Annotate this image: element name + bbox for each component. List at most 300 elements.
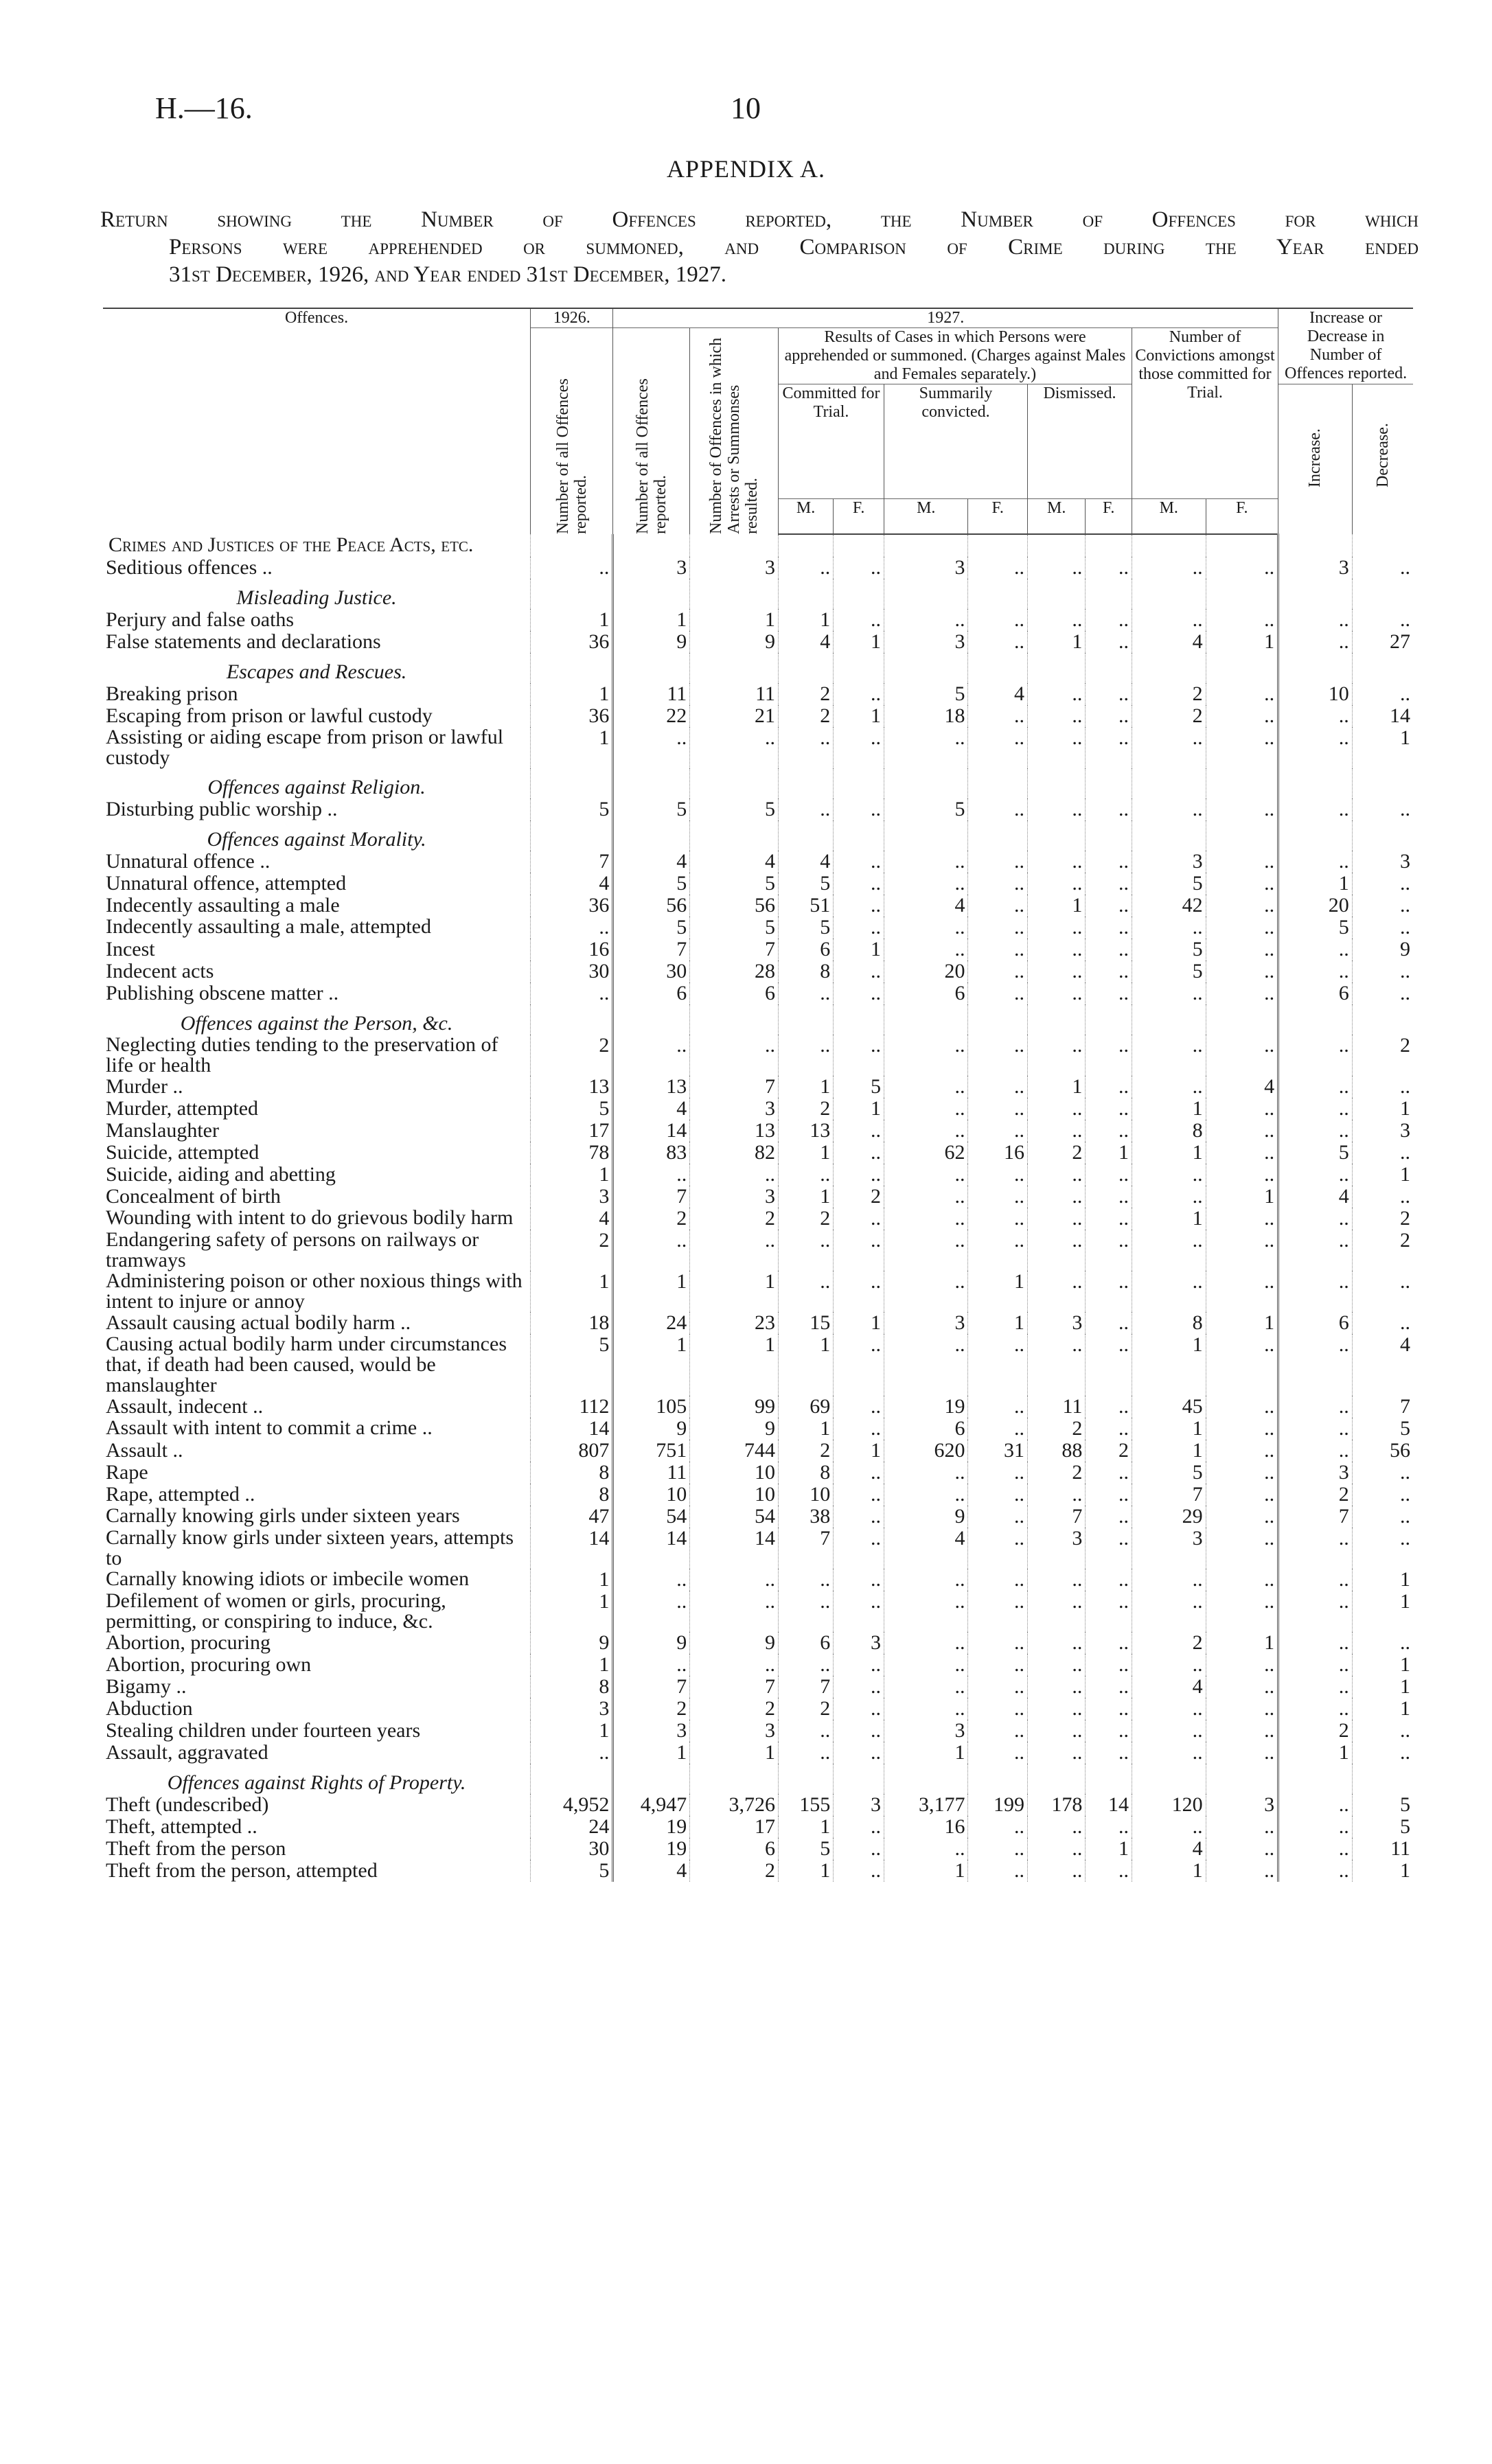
col-summarily-f: F. [968, 499, 1028, 534]
empty-cell [1086, 768, 1132, 798]
value-cell: 13 [531, 1076, 613, 1098]
value-cell: .. [834, 1035, 884, 1076]
value-cell: 1 [1132, 1860, 1206, 1882]
table-row [103, 1591, 1413, 1632]
value-cell: .. [1352, 1720, 1413, 1742]
value-cell: .. [1206, 1569, 1278, 1591]
value-cell: .. [1278, 851, 1353, 873]
empty-cell [884, 653, 968, 683]
table-row [103, 631, 1413, 653]
value-cell: .. [1027, 557, 1085, 579]
value-cell: .. [968, 1035, 1028, 1076]
section-heading-row [103, 579, 1413, 609]
offence-name: Murder, attempted [106, 1097, 259, 1120]
value-cell: .. [1206, 1506, 1278, 1528]
value-cell: .. [968, 1208, 1028, 1230]
value-cell: 9 [531, 1632, 613, 1654]
offence-name: Indecently assaulting a male [106, 894, 340, 917]
value-cell: 4,947 [613, 1794, 690, 1816]
value-cell: .. [834, 1569, 884, 1591]
col-committed-m: M. [779, 499, 834, 534]
value-cell: .. [884, 1591, 968, 1632]
value-cell: 1 [613, 1271, 690, 1312]
value-cell: 155 [779, 1794, 834, 1816]
value-cell: .. [1086, 895, 1132, 917]
section-heading-row [103, 653, 1413, 683]
value-cell: 5 [1132, 960, 1206, 982]
value-cell: 7 [613, 939, 690, 960]
value-cell: .. [1278, 631, 1353, 653]
value-cell: .. [1206, 1528, 1278, 1569]
empty-cell [613, 820, 690, 851]
value-cell: .. [1278, 1860, 1353, 1882]
col-convictions-f: F. [1206, 499, 1278, 534]
value-cell: .. [834, 873, 884, 895]
value-cell: .. [834, 895, 884, 917]
empty-cell [884, 820, 968, 851]
empty-cell [1352, 1004, 1413, 1035]
table-row [103, 960, 1413, 982]
value-cell: 5 [531, 1098, 613, 1120]
value-cell: .. [1132, 1698, 1206, 1720]
value-cell: .. [968, 557, 1028, 579]
value-cell: .. [1086, 917, 1132, 939]
value-cell: 27 [1352, 631, 1413, 653]
value-cell: .. [1132, 1076, 1206, 1098]
empty-cell [1206, 820, 1278, 851]
col-convictions: Number of Convictions amongst those committed for Trial. [1132, 328, 1278, 499]
value-cell: 3,177 [884, 1794, 968, 1816]
value-cell: .. [884, 917, 968, 939]
empty-cell [1027, 1764, 1085, 1794]
value-cell: .. [884, 1569, 968, 1591]
value-cell: .. [531, 917, 613, 939]
value-cell: .. [1086, 1720, 1132, 1742]
value-cell: .. [779, 1742, 834, 1764]
value-cell: .. [968, 1816, 1028, 1838]
empty-cell [690, 534, 779, 557]
table-row [103, 557, 1413, 579]
value-cell: .. [1278, 1794, 1353, 1816]
table-row [103, 1506, 1413, 1528]
table-row [103, 1076, 1413, 1098]
value-cell: .. [968, 1076, 1028, 1098]
offence-name: Theft (undescribed) [106, 1793, 269, 1816]
value-cell: .. [1086, 1506, 1132, 1528]
value-cell: 56 [1352, 1440, 1413, 1462]
value-cell: 4 [613, 1860, 690, 1882]
value-cell: 5 [779, 917, 834, 939]
value-cell: 1 [779, 1334, 834, 1396]
value-cell: .. [834, 917, 884, 939]
value-cell: .. [531, 1742, 613, 1764]
value-cell: .. [1027, 917, 1085, 939]
offence-name: Murder .. [106, 1075, 183, 1098]
value-cell: .. [1352, 1312, 1413, 1334]
value-cell: 1 [1352, 1569, 1413, 1591]
offence-name: Assault with intent to commit a crime .. [106, 1416, 433, 1439]
value-cell: .. [1278, 705, 1353, 727]
col-arrests-cell [690, 328, 779, 535]
value-cell: .. [1206, 917, 1278, 939]
value-cell: .. [1278, 727, 1353, 768]
value-cell: .. [1027, 1230, 1085, 1271]
value-cell: 9 [1352, 939, 1413, 960]
value-cell: 7 [1278, 1506, 1353, 1528]
value-cell: .. [779, 1230, 834, 1271]
value-cell: 1 [531, 683, 613, 705]
value-cell: 7 [690, 1676, 779, 1698]
value-cell: 3 [690, 1186, 779, 1208]
value-cell: 2 [1027, 1142, 1085, 1164]
value-cell: 807 [531, 1440, 613, 1462]
value-cell: 18 [884, 705, 968, 727]
value-cell: .. [884, 1698, 968, 1720]
value-cell: .. [1278, 1164, 1353, 1186]
offence-name: Abortion, procuring [106, 1631, 271, 1654]
table-row [103, 1186, 1413, 1208]
value-cell: 1 [690, 609, 779, 631]
value-cell: 9 [690, 1632, 779, 1654]
empty-cell [779, 653, 834, 683]
value-cell: 3 [690, 1098, 779, 1120]
value-cell: .. [613, 1164, 690, 1186]
value-cell: 2 [613, 1698, 690, 1720]
empty-cell [1027, 768, 1085, 798]
value-cell: 8 [779, 960, 834, 982]
value-cell: 31 [968, 1440, 1028, 1462]
empty-cell [531, 820, 613, 851]
section-heading: Offences against Religion. [207, 776, 426, 798]
value-cell: 5 [884, 683, 968, 705]
empty-cell [884, 579, 968, 609]
value-cell: .. [884, 1208, 968, 1230]
offence-name: Seditious offences .. [106, 556, 273, 579]
value-cell: .. [884, 609, 968, 631]
value-cell: 9 [613, 631, 690, 653]
value-cell: .. [1132, 1591, 1206, 1632]
value-cell: 5 [1352, 1816, 1413, 1838]
value-cell: .. [1027, 1860, 1085, 1882]
value-cell: 11 [1027, 1396, 1085, 1418]
value-cell: 4 [1132, 1676, 1206, 1698]
empty-cell [1132, 1004, 1206, 1035]
offence-name: Bigamy .. [106, 1675, 187, 1698]
value-cell: .. [1278, 1098, 1353, 1120]
value-cell: 16 [968, 1142, 1028, 1164]
value-cell: 2 [779, 1098, 834, 1120]
value-cell: 3 [1027, 1528, 1085, 1569]
value-cell: .. [1086, 1271, 1132, 1312]
value-cell: 5 [884, 798, 968, 820]
value-cell: 5 [531, 1860, 613, 1882]
value-cell: 69 [779, 1396, 834, 1418]
empty-cell [1352, 534, 1413, 557]
value-cell: 10 [613, 1484, 690, 1506]
empty-cell [1086, 534, 1132, 557]
value-cell: 4 [884, 895, 968, 917]
offence-name: Theft from the person [106, 1837, 286, 1860]
empty-cell [779, 820, 834, 851]
value-cell: .. [1086, 1676, 1132, 1698]
value-cell: .. [1206, 1230, 1278, 1271]
value-cell: .. [1278, 1698, 1353, 1720]
value-cell: 1 [1027, 1076, 1085, 1098]
value-cell: 2 [1132, 683, 1206, 705]
value-cell: .. [1206, 1142, 1278, 1164]
empty-cell [1132, 768, 1206, 798]
value-cell: 5 [1132, 939, 1206, 960]
value-cell: .. [1278, 798, 1353, 820]
section-heading: Offences against the Person, &c. [180, 1012, 453, 1035]
table-row [103, 1860, 1413, 1882]
value-cell: .. [834, 683, 884, 705]
value-cell: .. [834, 1742, 884, 1764]
empty-cell [834, 1764, 884, 1794]
value-cell: 3 [1278, 1462, 1353, 1484]
value-cell: 1 [1352, 1654, 1413, 1676]
value-cell: 82 [690, 1142, 779, 1164]
table-row [103, 917, 1413, 939]
value-cell: 7 [690, 1076, 779, 1098]
value-cell: .. [1086, 1632, 1132, 1654]
value-cell: .. [1352, 1186, 1413, 1208]
value-cell: .. [884, 1462, 968, 1484]
value-cell: .. [1206, 1120, 1278, 1142]
table-row [103, 609, 1413, 631]
offence-name: False statements and declarations [106, 630, 381, 653]
value-cell: .. [968, 960, 1028, 982]
table-row [103, 1098, 1413, 1120]
value-cell: 9 [884, 1506, 968, 1528]
value-cell: 36 [531, 895, 613, 917]
value-cell: .. [834, 851, 884, 873]
value-cell: .. [968, 939, 1028, 960]
value-cell: .. [1027, 851, 1085, 873]
value-cell: .. [690, 1654, 779, 1676]
value-cell: .. [884, 1334, 968, 1396]
value-cell: 30 [613, 960, 690, 982]
value-cell: .. [1206, 1271, 1278, 1312]
value-cell: .. [690, 1569, 779, 1591]
value-cell: .. [968, 1120, 1028, 1142]
value-cell: 16 [531, 939, 613, 960]
value-cell: 4 [1352, 1334, 1413, 1396]
value-cell: .. [884, 1186, 968, 1208]
value-cell: 4 [531, 873, 613, 895]
value-cell: 10 [690, 1484, 779, 1506]
value-cell: .. [1086, 1334, 1132, 1396]
value-cell: .. [1278, 1816, 1353, 1838]
value-cell: .. [1352, 1142, 1413, 1164]
value-cell: .. [1086, 1528, 1132, 1569]
empty-cell [690, 1764, 779, 1794]
offence-name: Administering poison or other noxious things with intent to injure or annoy [106, 1269, 523, 1313]
value-cell: .. [834, 1418, 884, 1440]
value-cell: .. [1086, 1591, 1132, 1632]
value-cell: .. [834, 1654, 884, 1676]
value-cell: 620 [884, 1440, 968, 1462]
value-cell: .. [1278, 939, 1353, 960]
value-cell: .. [884, 727, 968, 768]
value-cell: .. [1352, 683, 1413, 705]
value-cell: .. [531, 982, 613, 1004]
col-decrease-cell [1352, 384, 1413, 535]
empty-cell [1278, 579, 1353, 609]
value-cell: 3 [690, 1720, 779, 1742]
value-cell: .. [779, 1591, 834, 1632]
col-dismissed-f: F. [1086, 499, 1132, 534]
value-cell: 5 [1132, 1462, 1206, 1484]
section-heading: Offences against Rights of Property. [167, 1771, 466, 1794]
empty-cell [1132, 653, 1206, 683]
table-row [103, 1569, 1413, 1591]
value-cell: .. [968, 705, 1028, 727]
value-cell: 42 [1132, 895, 1206, 917]
empty-cell [1027, 820, 1085, 851]
value-cell: 4 [968, 683, 1028, 705]
value-cell: .. [968, 1484, 1028, 1506]
empty-cell [968, 820, 1028, 851]
value-cell: .. [834, 1230, 884, 1271]
value-cell: .. [1206, 939, 1278, 960]
value-cell: .. [1086, 1098, 1132, 1120]
offence-name: Rape, attempted .. [106, 1483, 255, 1506]
empty-cell [1086, 1004, 1132, 1035]
value-cell: 6 [613, 982, 690, 1004]
offence-name: Publishing obscene matter .. [106, 982, 339, 1004]
value-cell: 1 [531, 1271, 613, 1312]
page-number: 10 [731, 91, 761, 125]
value-cell: 1 [531, 1569, 613, 1591]
value-cell: .. [1086, 1396, 1132, 1418]
value-cell: 2 [690, 1698, 779, 1720]
value-cell: .. [1206, 1484, 1278, 1506]
value-cell: .. [1206, 557, 1278, 579]
value-cell: 2 [779, 1440, 834, 1462]
value-cell: .. [884, 851, 968, 873]
value-cell: .. [779, 1654, 834, 1676]
value-cell: 14 [531, 1528, 613, 1569]
value-cell: 1 [1132, 1208, 1206, 1230]
value-cell: 2 [613, 1208, 690, 1230]
offence-name: Defilement of women or girls, procuring, permitting, or conspiring to induce, &c. [106, 1589, 446, 1633]
value-cell: 1 [1278, 873, 1353, 895]
value-cell: .. [1027, 1334, 1085, 1396]
value-cell: .. [1132, 1186, 1206, 1208]
value-cell: 1 [531, 1720, 613, 1742]
value-cell: 2 [1278, 1720, 1353, 1742]
value-cell: .. [690, 1164, 779, 1186]
value-cell: 78 [531, 1142, 613, 1164]
offence-name: Unnatural offence, attempted [106, 872, 347, 895]
value-cell: 1 [834, 631, 884, 653]
value-cell: .. [1278, 1838, 1353, 1860]
value-cell: .. [1086, 1742, 1132, 1764]
col-reported-1927-cell [613, 328, 690, 535]
value-cell: .. [1027, 1720, 1085, 1742]
offence-name: Neglecting duties tending to the preservation of life or health [106, 1033, 498, 1076]
value-cell: .. [1278, 1440, 1353, 1462]
section-heading: Offences against Morality. [207, 828, 426, 851]
value-cell: .. [1086, 1569, 1132, 1591]
value-cell: .. [968, 727, 1028, 768]
value-cell: .. [1027, 1591, 1085, 1632]
value-cell: 19 [613, 1816, 690, 1838]
caption-row [103, 534, 1413, 557]
value-cell: .. [1352, 873, 1413, 895]
value-cell: 1 [1027, 895, 1085, 917]
value-cell: 5 [613, 873, 690, 895]
value-cell: .. [1206, 705, 1278, 727]
value-cell: 3 [1027, 1312, 1085, 1334]
value-cell: 2 [531, 1230, 613, 1271]
empty-cell [1086, 820, 1132, 851]
value-cell: 1 [1352, 1164, 1413, 1186]
value-cell: 8 [531, 1462, 613, 1484]
value-cell: .. [1027, 960, 1085, 982]
table-row [103, 1742, 1413, 1764]
value-cell: 120 [1132, 1794, 1206, 1816]
value-cell: .. [1206, 609, 1278, 631]
value-cell: .. [968, 873, 1028, 895]
value-cell: .. [968, 1528, 1028, 1569]
value-cell: 5 [1132, 873, 1206, 895]
value-cell: 744 [690, 1440, 779, 1462]
table-row [103, 1396, 1413, 1418]
value-cell: .. [1352, 1742, 1413, 1764]
table-row [103, 1208, 1413, 1230]
offence-name: Manslaughter [106, 1119, 219, 1142]
value-cell: 7 [690, 939, 779, 960]
offence-name: Stealing children under fourteen years [106, 1719, 421, 1742]
value-cell: 10 [779, 1484, 834, 1506]
value-cell: .. [1086, 609, 1132, 631]
offence-name: Carnally knowing idiots or imbecile women [106, 1567, 470, 1590]
value-cell: 1 [1132, 1142, 1206, 1164]
value-cell: .. [834, 1164, 884, 1186]
value-cell: 2 [1027, 1418, 1085, 1440]
value-cell: .. [1206, 1698, 1278, 1720]
empty-cell [1352, 653, 1413, 683]
value-cell: .. [779, 798, 834, 820]
value-cell: 2 [1352, 1230, 1413, 1271]
empty-cell [531, 534, 613, 557]
offence-name: Rape [106, 1461, 148, 1484]
value-cell: .. [1086, 1035, 1132, 1076]
value-cell: 28 [690, 960, 779, 982]
value-cell: 16 [884, 1816, 968, 1838]
value-cell: 751 [613, 1440, 690, 1462]
value-cell: .. [968, 1186, 1028, 1208]
empty-cell [613, 653, 690, 683]
value-cell: 1 [690, 1271, 779, 1312]
value-cell: .. [884, 1271, 968, 1312]
value-cell: .. [1132, 1271, 1206, 1312]
value-cell: 6 [884, 1418, 968, 1440]
value-cell: .. [884, 1164, 968, 1186]
empty-cell [1027, 534, 1085, 557]
offence-name: Endangering safety of persons on railways or tramways [106, 1228, 479, 1271]
value-cell: .. [1132, 1742, 1206, 1764]
value-cell: .. [1027, 1632, 1085, 1654]
value-cell: 2 [690, 1208, 779, 1230]
value-cell: .. [834, 1142, 884, 1164]
value-cell: 24 [531, 1816, 613, 1838]
value-cell: .. [1132, 1230, 1206, 1271]
value-cell: 1 [884, 1860, 968, 1882]
value-cell: .. [968, 1506, 1028, 1528]
